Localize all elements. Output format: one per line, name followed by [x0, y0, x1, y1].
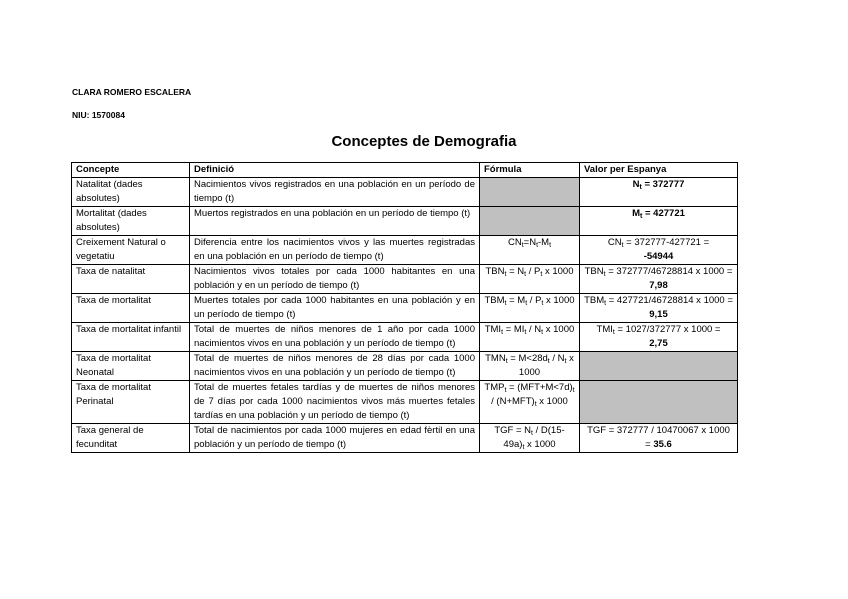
cell-formula: $TMP_t = (MFT+M<7d)_t / (N+MFT)_t$ x 1000 — [480, 381, 580, 424]
table-row — [72, 236, 738, 265]
valor-expression: $TBN_t = 372777/46728814$ x 1000 = — [584, 266, 733, 278]
author-name: CLARA ROMERO ESCALERA — [72, 87, 192, 97]
valor-result: 35.6 — [653, 439, 672, 450]
cell-valor — [580, 265, 738, 294]
valor-result: -54944 — [643, 251, 674, 262]
valor-result: 7,98 — [649, 280, 668, 291]
cell-concepte: Creixement Natural o vegetatiu — [72, 236, 190, 265]
cell-valor — [580, 323, 738, 352]
cell-valor — [580, 424, 738, 453]
cell-definicio: Nacimientos vivos totales por cada 1000 habitantes en una población y en un período de tiempo (t) — [190, 265, 480, 294]
cell-concepte: Taxa de mortalitat infantil — [72, 323, 190, 352]
cell-definicio: Muertos registrados en una población en un período de tiempo (t) — [190, 207, 480, 236]
cell-definicio: Total de muertes fetales tardías y de muertes de niños menores de 7 días por cada 1000 nacimientos vivos más muertes fetales tardías en una población y un período de tiempo (t) — [190, 381, 480, 424]
valor-result: 2,75 — [649, 338, 668, 349]
column-header-valor: Valor per Espanya — [580, 163, 738, 178]
cell-formula: $TBM_t = M_t / P_t$ x 1000 — [480, 294, 580, 323]
cell-formula — [480, 207, 580, 236]
cell-concepte: Mortalitat (dades absolutes) — [72, 207, 190, 236]
demography-table — [71, 162, 738, 453]
cell-definicio: Total de muertes de niños menores de 1 año por cada 1000 nacimientos vivos en una población y un período de tiempo (t) — [190, 323, 480, 352]
table-row — [72, 294, 738, 323]
valor-result: 9,15 — [649, 309, 668, 320]
cell-formula: $TMN_t = M<28d_t / N_t$ x 1000 — [480, 352, 580, 381]
column-header-concepte: Concepte — [72, 163, 190, 178]
table-row — [72, 178, 738, 207]
table-row — [72, 323, 738, 352]
cell-concepte: Natalitat (dades absolutes) — [72, 178, 190, 207]
cell-formula: $TBN_t = N_t / P_t$ x 1000 — [480, 265, 580, 294]
table-header-row — [72, 163, 738, 178]
cell-formula: TGF = $N_t / D(15-49a)_t$ x 1000 — [480, 424, 580, 453]
valor-expression: TGF = 372777 / 10470067 x 1000 = — [587, 425, 730, 450]
cell-definicio: Total de muertes de niños menores de 28 días por cada 1000 nacimientos vivos en una población y un período de tiempo (t) — [190, 352, 480, 381]
table-row — [72, 381, 738, 424]
student-id: NIU: 1570084 — [72, 110, 125, 120]
cell-definicio: Diferencia entre los nacimientos vivos y las muertes registradas en una población en un período de tiempo (t) — [190, 236, 480, 265]
table-row — [72, 207, 738, 236]
page-title: Conceptes de Demografia — [331, 133, 517, 150]
cell-formula: $CN_t=N_t-M_t$ — [480, 236, 580, 265]
cell-valor: $M_t = 427721$ — [580, 207, 738, 236]
cell-definicio: Nacimientos vivos registrados en una población en un período de tiempo (t) — [190, 178, 480, 207]
cell-valor: $N_t = 372777$ — [580, 178, 738, 207]
cell-valor — [580, 381, 738, 424]
valor-expression: $TBM_t = 427721/46728814$ x 1000 = — [584, 295, 733, 307]
cell-valor — [580, 236, 738, 265]
table-row — [72, 352, 738, 381]
cell-valor — [580, 352, 738, 381]
cell-concepte: Taxa de mortalitat Perinatal — [72, 381, 190, 424]
cell-concepte: Taxa general de fecunditat — [72, 424, 190, 453]
cell-valor — [580, 294, 738, 323]
table-row — [72, 265, 738, 294]
table-row — [72, 424, 738, 453]
valor-expression: $TMI_t = 1027/372777$ x 1000 = — [596, 324, 721, 336]
cell-concepte: Taxa de natalitat — [72, 265, 190, 294]
cell-concepte: Taxa de mortalitat — [72, 294, 190, 323]
cell-definicio: Total de nacimientos por cada 1000 mujeres en edad fèrtil en una población y un período de tiempo (t) — [190, 424, 480, 453]
column-header-definicio: Definició — [190, 163, 480, 178]
cell-definicio: Muertes totales por cada 1000 habitantes en una población y en un período de tiempo (t) — [190, 294, 480, 323]
cell-concepte: Taxa de mortalitat Neonatal — [72, 352, 190, 381]
cell-formula: $TMI_t = MI_t / N_t$ x 1000 — [480, 323, 580, 352]
valor-expression: $CN_t = 372777-427721$ = — [607, 237, 710, 249]
column-header-formula: Fórmula — [480, 163, 580, 178]
cell-formula — [480, 178, 580, 207]
